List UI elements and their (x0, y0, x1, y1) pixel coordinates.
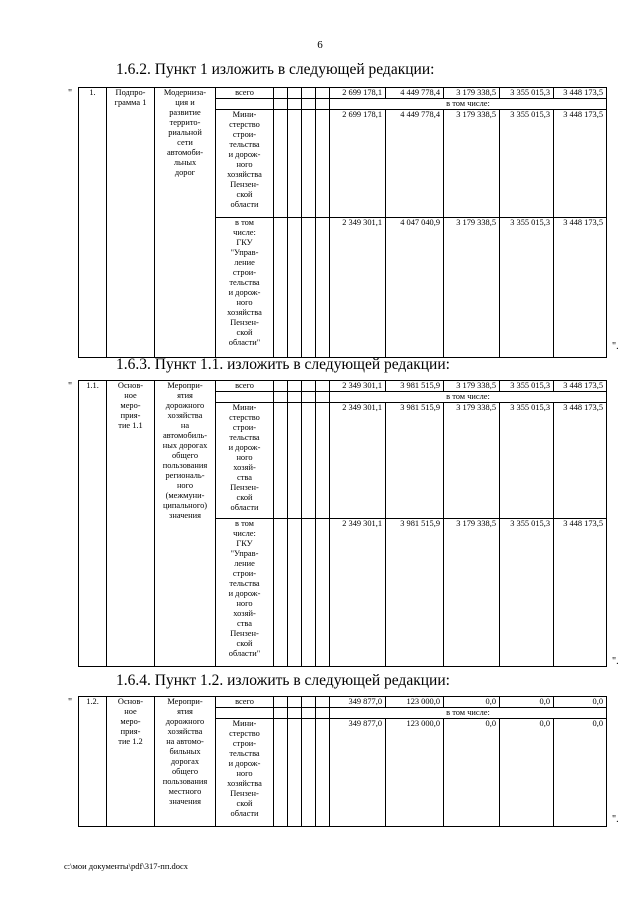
page-number: 6 (317, 39, 323, 51)
executor: в том числе: ГКУ "Управ- ление строи- тельства и дорож- ного хозяй- ства Пензен- ской области" (216, 519, 274, 667)
total-value: 3 981 515,9 (386, 381, 444, 392)
value-cell: 3 448 173,5 (554, 218, 607, 358)
total-value: 0,0 (500, 697, 554, 708)
value-cell: 3 981 515,9 (386, 403, 444, 519)
total-row (79, 381, 607, 392)
value-cell: 2 699 178,1 (330, 110, 386, 218)
value-cell: 0,0 (444, 719, 500, 827)
value-cell: 3 179 338,5 (444, 403, 500, 519)
value-cell: 4 047 040,9 (386, 218, 444, 358)
total-value: 0,0 (444, 697, 500, 708)
close-quote-1: ". (612, 341, 619, 352)
value-cell: 0,0 (500, 719, 554, 827)
total-value: 3 448 173,5 (554, 381, 607, 392)
item-number: 1. (79, 88, 107, 358)
item-number: 1.2. (79, 697, 107, 827)
open-quote-1: " (68, 88, 73, 99)
item-name: Подпро- грамма 1 (107, 88, 155, 358)
total-label: всего (216, 697, 274, 708)
value-cell: 349 877,0 (330, 719, 386, 827)
total-value: 349 877,0 (330, 697, 386, 708)
including-label: в том числе: (330, 708, 607, 719)
file-path-footer: c:\мои документы\pdf\317-пп.docx (64, 861, 189, 871)
total-value: 3 355 015,3 (500, 381, 554, 392)
item-name: Основ- ное меро- прия- тие 1.2 (107, 697, 155, 827)
value-cell: 4 449 778,4 (386, 110, 444, 218)
value-cell: 3 448 173,5 (554, 403, 607, 519)
value-cell: 2 349 301,1 (330, 519, 386, 667)
executor: Мини- стерство строи- тельства и дорож- ного хозяйства Пензен- ской области (216, 110, 274, 218)
total-value: 3 355 015,3 (500, 88, 554, 99)
total-value: 0,0 (554, 697, 607, 708)
section-heading-1: 1.6.2. Пункт 1 изложить в следующей редакции: (116, 61, 435, 78)
item-name: Основ- ное меро- прия- тие 1.1 (107, 381, 155, 667)
value-cell: 3 179 338,5 (444, 218, 500, 358)
total-value: 3 448 173,5 (554, 88, 607, 99)
total-row (79, 88, 607, 99)
value-cell: 3 355 015,3 (500, 218, 554, 358)
value-cell: 3 981 515,9 (386, 519, 444, 667)
executor: Мини- стерство строи- тельства и дорож- ного хозяйства Пензен- ской области (216, 719, 274, 827)
close-quote-3: ". (612, 814, 619, 825)
item-number: 1.1. (79, 381, 107, 667)
program-table-2 (78, 380, 607, 667)
value-cell: 2 349 301,1 (330, 403, 386, 519)
value-cell: 123 000,0 (386, 719, 444, 827)
close-quote-2: ". (612, 656, 619, 667)
total-row (79, 697, 607, 708)
value-cell: 3 179 338,5 (444, 519, 500, 667)
value-cell: 3 355 015,3 (500, 403, 554, 519)
total-value: 3 179 338,5 (444, 88, 500, 99)
including-label: в том числе: (330, 99, 607, 110)
program-table-3 (78, 696, 607, 827)
item-content: Меропри- ятия дорожного хозяйства на автомобиль- ных дорогах общего пользования региональ- ного (межмуни- ципального) значения (155, 381, 216, 667)
item-content: Меропри- ятия дорожного хозяйства на автомо- бильных дорогах общего пользования местного значения (155, 697, 216, 827)
open-quote-2: " (68, 381, 73, 392)
value-cell: 2 349 301,1 (330, 218, 386, 358)
section-heading-3: 1.6.4. Пункт 1.2. изложить в следующей редакции: (116, 672, 450, 689)
total-value: 2 349 301,1 (330, 381, 386, 392)
total-value: 123 000,0 (386, 697, 444, 708)
total-value: 2 699 178,1 (330, 88, 386, 99)
value-cell: 3 355 015,3 (500, 110, 554, 218)
value-cell: 3 355 015,3 (500, 519, 554, 667)
section-heading-2: 1.6.3. Пункт 1.1. изложить в следующей редакции: (116, 356, 450, 373)
program-table-1 (78, 87, 607, 358)
total-label: всего (216, 381, 274, 392)
executor: Мини- стерство строи- тельства и дорож- ного хозяй- ства Пензен- ской области (216, 403, 274, 519)
total-value: 4 449 778,4 (386, 88, 444, 99)
value-cell: 3 448 173,5 (554, 110, 607, 218)
total-label: всего (216, 88, 274, 99)
value-cell: 3 179 338,5 (444, 110, 500, 218)
value-cell: 3 448 173,5 (554, 519, 607, 667)
item-content: Модерниза- ция и развитие террито- риальной сети автомоби- льных дорог (155, 88, 216, 358)
value-cell: 0,0 (554, 719, 607, 827)
total-value: 3 179 338,5 (444, 381, 500, 392)
executor: в том числе: ГКУ "Управ- ление строи- тельства и дорож- ного хозяйства Пензен- ской области" (216, 218, 274, 358)
including-label: в том числе: (330, 392, 607, 403)
open-quote-3: " (68, 697, 73, 708)
